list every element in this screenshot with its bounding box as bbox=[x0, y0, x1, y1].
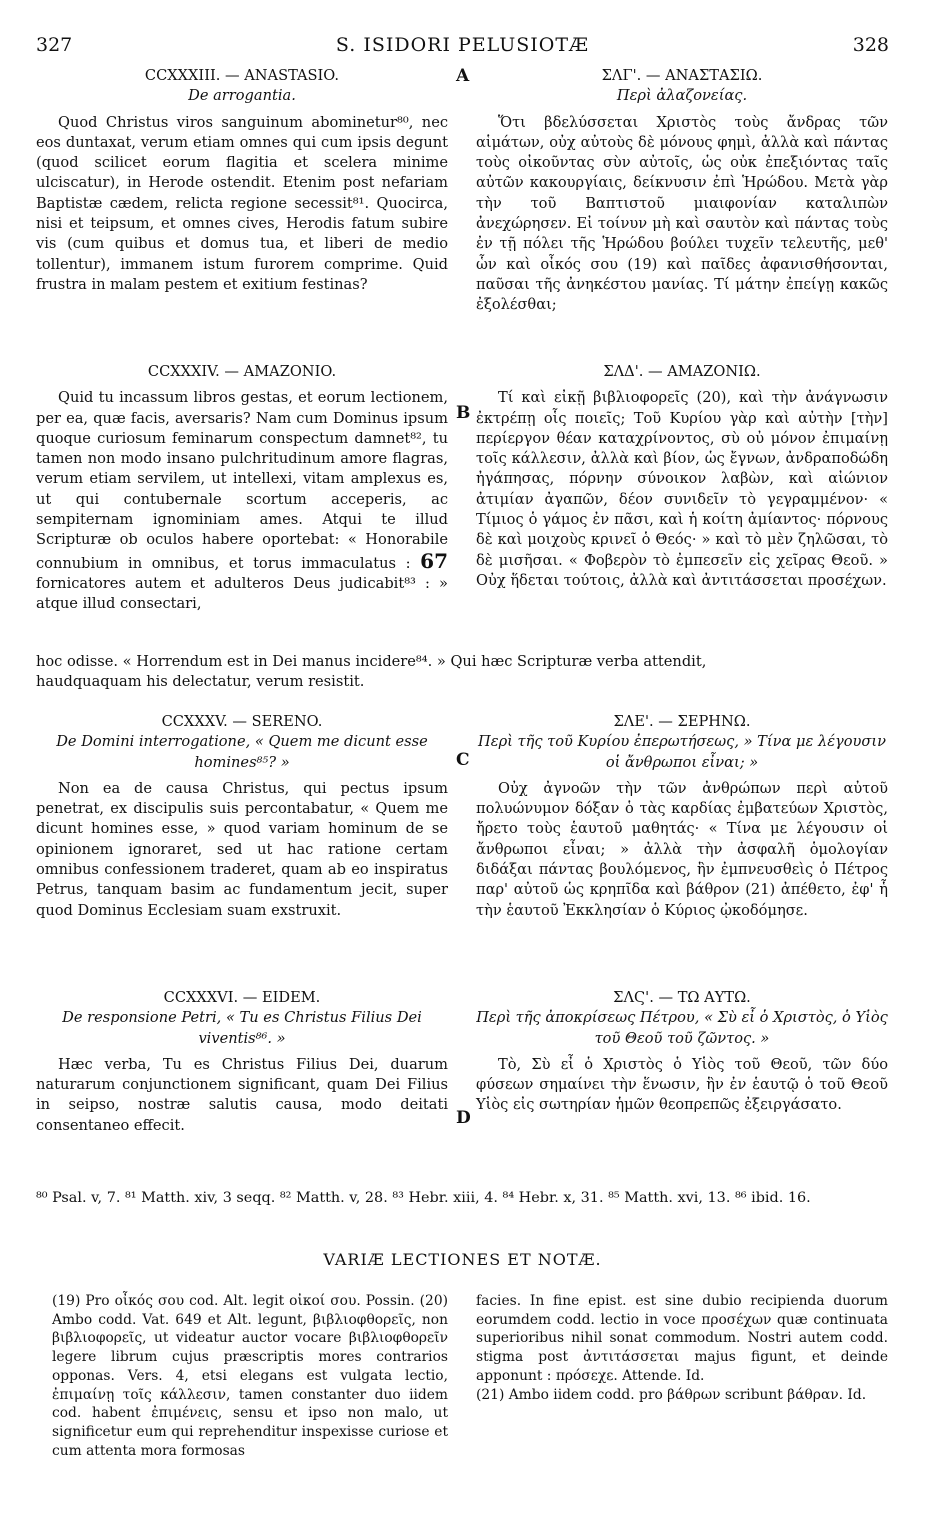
section-subtitle: De Domini interrogatione, « Quem me dicunt esse homines⁸⁵? » bbox=[56, 733, 428, 771]
margin-letter-a: A bbox=[456, 66, 470, 86]
section-subtitle: De arrogantia. bbox=[188, 87, 296, 105]
section-title: ΣΛΕ'. — ΣΕΡΗΝΩ. bbox=[613, 713, 751, 730]
margin-letter-b: B bbox=[456, 403, 471, 423]
section-body bbox=[36, 388, 448, 614]
page-marker: 67 bbox=[420, 548, 448, 573]
section-body: Οὐχ ἀγνοῶν τὴν τῶν ἀνθρώπων περὶ αὐτοῦ πολυώνυμον δόξαν ὁ τὰς καρδίας ἐμβατεύων Χριστὸς, ἤρετο τοὺς ἑαυτοῦ μαθητάς· « Τίνα με λέγουσιν οἱ ἄνθρωποι εἶναι; » ἀλλὰ τὴν ἀσφαλῆ ὁμολογίαν διδάξαι πάντας βουλόμενος, ἣν ἐμπνευσθεὶς ὁ Πέτρος παρ' αὐτοῦ ὡς κρηπῖδα καὶ βάθρον (21) ἀπέθετο, ἐφ' ἧ τὴν ἑαυτοῦ Ἐκκλησίαν ὁ Κύριος ᾠκοδόμησε. bbox=[476, 779, 888, 919]
full-width-continuation bbox=[36, 652, 888, 693]
page-number-right: 328 bbox=[852, 34, 889, 56]
notes-left-column: (19) Pro οἶκός σου cod. Alt. legit οἰκοί σου. Possin. (20) Ambo codd. Vat. 649 et Alt. legunt, βιβλιοφθορεῖς, non βιβλιοφορεῖς, ut videatur auctor vocare βιβλιοφθορεῖν legere librum cujus præscriptis mores contrarios opponas. Vers. 4, etsi elegans est vulgata lectio, ἐπιμαίνῃ τοῖς κάλλεσιν, tamen constanter duo iidem cod. habent ἐπιμένεις, sensu et ipso non malo, ut significetur eum qui reprehenditur inspexisse curiose et cum attenta mora formosas bbox=[52, 1293, 448, 1459]
section-title: ΣΛΔ'. — ΑΜΑΖΟΝΙΩ. bbox=[603, 363, 761, 380]
margin-letter-d: D bbox=[456, 1108, 471, 1128]
section-body-part-2: fornicatores autem et adulteros Deus judicabit⁸³ : » atque illud consectari, bbox=[36, 574, 448, 613]
section-title: CCXXXIII. — ANASTASIO. bbox=[144, 67, 340, 84]
section-body: Hæc verba, Tu es Christus Filius Dei, duarum naturarum conjunctionem significant, quam Dei Filius in seipso, nostræ salutis causa, modo deitati consentaneo effecit. bbox=[36, 1055, 448, 1134]
latin-letter-234 bbox=[36, 362, 448, 615]
section-body: Quod Christus viros sanguinum abominetur⁸⁰, nec eos duntaxat, verum etiam omnes qui cum ipsis degunt (quod scilicet eorum flagitia et scelera minime ulciscatur), in Herode ostendit. Etenim post nefariam Baptistæ cædem, relicta regione secessit⁸¹. Quocirca, nisi et teipsum, et omnes cives, Herodis fatum subire vis (cum quibus et domus tua, et liberi de medio tollentur), immanem istum furorem comprime. Quid frustra in malam pestem et exitium festinas? bbox=[36, 113, 448, 293]
running-header bbox=[36, 34, 889, 58]
running-title: S. ISIDORI PELUSIOTÆ bbox=[335, 34, 590, 56]
greek-letter-234 bbox=[476, 362, 888, 591]
section-body: Ὅτι βδελύσσεται Χριστὸς τοὺς ἄνδρας τῶν αἱμάτων, οὐχ αὐτοὺς δὲ μόνους φημὶ, ἀλλὰ καὶ πάντας τοὺς οἰκοῦντας σὺν αὐτοῖς, ὡς οὐκ ἐπεξιόντας ταῖς αὐτῶν κακουργίαις, δείκνυσιν ἐπὶ Ἡρώδου. Μετὰ γὰρ τὴν τοῦ Βαπτιστοῦ μιαιφονίαν καταλιπὼν ἀνεχώρησεν. Εἰ τοίνυν μὴ καὶ σαυτὸν καὶ πάντας τοὺς ἐν τῇ πόλει τῆς Ἡρώδου βούλει τυχεῖν τελευτῆς, μεθ' ὧν καὶ οἶκός σου (19) καὶ παῖδες ἀφανισθήσονται, παῦσαι τῆς ἀνηκέστου μανίας. Τί μάτην ἐπείγῃ κακῶς ἐξολέσθαι; bbox=[476, 113, 888, 314]
section-body-part-1: Quid tu incassum libros gestas, et eorum lectionem, per ea, quæ facis, aversaris? Nam cum Dominus ipsum quoque curiosum feminarum conspectum damnet⁸², tu tamen non modo insano pulchritudinum amore flagras, verum etiam servilem, ut intellexi, vitam amplexus es, ut qui contubernale scortum acceperis, ac sempiternam ignominiam ames. Atqui te illud Scripturæ ob oculos habere oportebat: « Honorabile connubium in omnibus, et torus immaculatus : bbox=[36, 389, 448, 572]
section-title: CCXXXIV. — AMAZONIO. bbox=[147, 363, 337, 380]
latin-letter-233 bbox=[36, 66, 448, 295]
footnotes: ⁸⁰ Psal. v, 7. ⁸¹ Matth. xiv, 3 seqq. ⁸² Matth. v, 28. ⁸³ Hebr. xiii, 4. ⁸⁴ Hebr. x, 31. ⁸⁵ Matth. xvi, 13. ⁸⁶ ibid. 16. bbox=[36, 1190, 811, 1206]
section-title: ΣΛΓ'. — ΑΝΑΣΤΑΣΙΩ. bbox=[601, 67, 763, 84]
section-subtitle: Περὶ ἀλαζονείας. bbox=[616, 87, 748, 105]
section-title: CCXXXV. — SERENO. bbox=[161, 713, 323, 730]
margin-letter-c: C bbox=[456, 750, 470, 770]
section-subtitle: Περὶ τῆς ἀποκρίσεως Πέτρου, « Σὺ εἶ ὁ Χριστὸς, ὁ Υἱὸς τοῦ Θεοῦ τοῦ ζῶντος. » bbox=[476, 1009, 888, 1047]
latin-letter-235 bbox=[36, 712, 448, 921]
continuation-line-2: haudquaquam his delectatur, verum resistit. bbox=[36, 673, 365, 691]
notes-right-column bbox=[476, 1292, 888, 1404]
latin-letter-236 bbox=[36, 988, 448, 1136]
section-body: Τὸ, Σὺ εἶ ὁ Χριστὸς ὁ Υἱὸς τοῦ Θεοῦ, τῶν δύο φύσεων σημαίνει τὴν ἕνωσιν, ἣν ἐν ἑαυτῷ ὁ τοῦ Θεοῦ Υἱὸς εἰς σωτηρίαν ἡμῶν θεοπρεπῶς ἐξειργάσατο. bbox=[476, 1055, 888, 1114]
section-title: CCXXXVI. — EIDEM. bbox=[163, 989, 321, 1006]
section-subtitle: De responsione Petri, « Tu es Christus Filius Dei viventis⁸⁶. » bbox=[62, 1009, 422, 1047]
greek-letter-236 bbox=[476, 988, 888, 1116]
continuation-line-1: hoc odisse. « Horrendum est in Dei manus incidere⁸⁴. » Qui hæc Scripturæ verba attendit, bbox=[36, 653, 707, 670]
note-21: (21) Ambo iidem codd. pro βάθρων scribunt βάθραν. Id. bbox=[476, 1386, 867, 1403]
note-continuation: facies. In fine epist. est sine dubio recipienda duorum eorumdem codd. lectio in voce προσέχων quæ continuata superioribus nihil sonat commodum. Nostri autem codd. stigma post ἀντιτάσσεται majus figunt, et deinde apponunt : πρόσεχε. Attende. Id. bbox=[476, 1293, 888, 1384]
page-number-left: 327 bbox=[36, 34, 73, 56]
section-subtitle: Περὶ τῆς τοῦ Κυρίου ἐπερωτήσεως, » Τίνα με λέγουσιν οἱ ἄνθρωποι εἶναι; » bbox=[478, 733, 886, 771]
section-body: Τί καὶ εἰκῇ βιβλιοφορεῖς (20), καὶ τὴν ἀνάγνωσιν ἐκτρέπῃ οἷς ποιεῖς; Τοῦ Κυρίου γὰρ καὶ αὐτὴν [τὴν] περίεργον θέαν καταχρίνοντος, σὺ οὐ μόνον ἐπιμαίνῃ τοῖς κάλλεσιν, ἀλλὰ καὶ βίον, ὡς ἔγνων, ἀνδραποδώδη ἠγάπησας, πόρνην σύνοικον λαβὼν, καὶ αἰώνιον ἀτιμίαν ἀγαπῶν, δέον συνιδεῖν τὸ γεγραμμένον· « Τίμιος ὁ γάμος ἐν πᾶσι, καὶ ἡ κοίτη ἀμίαντος· πόρνους δὲ καὶ μοιχοὺς κρινεῖ ὁ Θεός· » καὶ τὸ μὲν ζηλῶσαι, τὸ δὲ μισῆσαι. « Φοβερὸν τὸ ἐμπεσεῖν εἰς χεῖρας Θεοῦ. » Οὐχ ἥδεται τούτοις, ἀλλὰ καὶ ἀντιτάσσεται προσέχων. bbox=[476, 389, 888, 589]
section-title: ΣΛϚ'. — ΤΩ ΑΥΤΩ. bbox=[613, 989, 751, 1006]
greek-letter-235 bbox=[476, 712, 888, 921]
section-body: Non ea de causa Christus, qui pectus ipsum penetrat, ex discipulis suis percontabatur, « Quem me dicunt homines esse, » quod variam hominum de se opinionem ignoraret, sed ut hac ratione certam omnibus confessionem traderet, quam ab eo inspiratus Petrus, tanquam basim ac fundamentum jecit, super quod Dominus Ecclesiam suam exstruxit. bbox=[36, 779, 448, 919]
greek-letter-233 bbox=[476, 66, 888, 316]
notes-title: VARIÆ LECTIONES ET NOTÆ. bbox=[323, 1250, 602, 1269]
